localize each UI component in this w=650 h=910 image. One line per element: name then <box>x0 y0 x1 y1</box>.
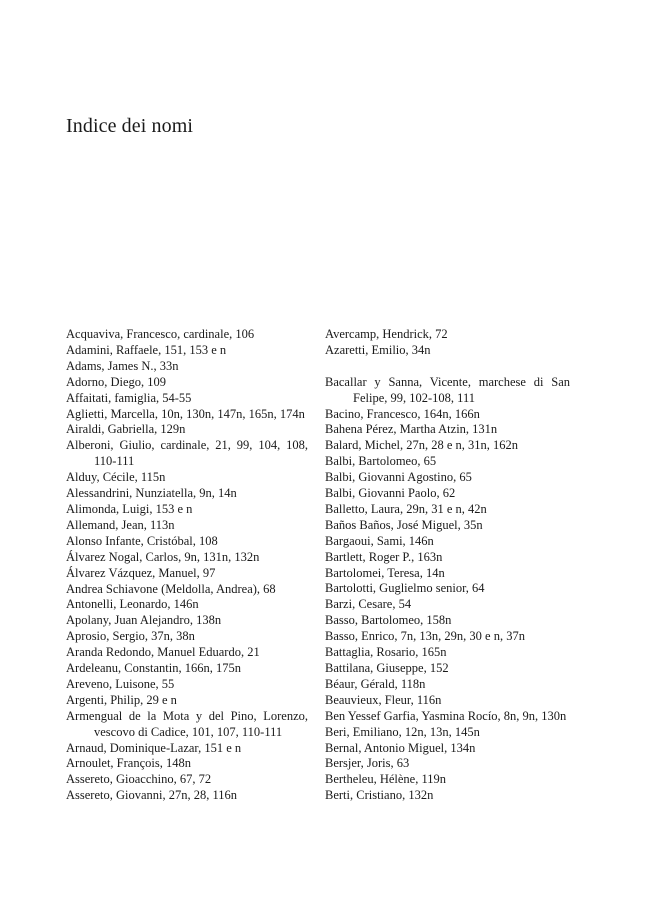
index-entry: Álvarez Vázquez, Manuel, 97 <box>66 565 216 580</box>
index-entry: Alonso Infante, Cristóbal, 108 <box>66 533 218 548</box>
index-entry: Basso, Enrico, 7n, 13n, 29n, 30 e n, 37n <box>325 629 525 644</box>
index-entry: Airaldi, Gabriella, 129n <box>66 422 186 437</box>
index-entry: Bacino, Francesco, 164n, 166n <box>325 406 480 421</box>
index-entry: Balard, Michel, 27n, 28 e n, 31n, 162n <box>325 438 519 453</box>
index-entry: Bartolomei, Teresa, 14n <box>325 565 445 580</box>
index-entry: Apolany, Juan Alejandro, 138n <box>66 613 222 628</box>
index-entry: Assereto, Giovanni, 27n, 28, 116n <box>66 788 238 803</box>
index-entry: Assereto, Gioacchino, 67, 72 <box>66 772 212 787</box>
index-entry: Baños Baños, José Miguel, 35n <box>325 517 483 532</box>
index-group-a <box>325 327 570 359</box>
index-entry: Andrea Schiavone (Meldolla, Andrea), 68 <box>66 581 276 596</box>
index-entry: Acquaviva, Francesco, cardinale, 106 <box>66 327 255 341</box>
index-entry: Balbi, Giovanni Agostino, 65 <box>325 470 472 485</box>
index-group-b <box>325 375 570 804</box>
index-entry: Alessandrini, Nunziatella, 9n, 14n <box>66 486 237 501</box>
letter-gap <box>325 359 570 375</box>
index-entry: Basso, Bartolomeo, 158n <box>325 613 452 628</box>
index-entry: Béaur, Gérald, 118n <box>325 676 426 691</box>
index-entry: Arnoulet, François, 148n <box>66 756 191 771</box>
index-entry: Aglietti, Marcella, 10n, 130n, 147n, 165n, 174n <box>66 406 305 421</box>
index-entry: Bargaoui, Sami, 146n <box>325 533 434 548</box>
index-entry: Aranda Redondo, Manuel Eduardo, 21 <box>66 645 260 660</box>
index-entry: Bernal, Antonio Miguel, 134n <box>325 740 476 755</box>
index-entry: Bacallar y Sanna, Vicente, marchese di San Felipe, 99, 102-108, 111 <box>325 374 570 405</box>
index-entry: Antonelli, Leonardo, 146n <box>66 597 199 612</box>
index-entry: Azaretti, Emilio, 34n <box>325 342 431 357</box>
index-entry: Avercamp, Hendrick, 72 <box>325 327 448 341</box>
page-title: Indice dei nomi <box>66 115 194 137</box>
index-entry: Balbi, Bartolomeo, 65 <box>325 454 437 469</box>
index-entry: Balletto, Laura, 29n, 31 e n, 42n <box>325 501 487 516</box>
index-entry: Alimonda, Luigi, 153 e n <box>66 501 193 516</box>
index-entry: Affaitati, famiglia, 54-55 <box>66 390 192 405</box>
index-entry: Battaglia, Rosario, 165n <box>325 645 447 660</box>
index-entry: Adorno, Diego, 109 <box>66 374 166 389</box>
index-entry: Alduy, Cécile, 115n <box>66 470 166 485</box>
index-entry: Álvarez Nogal, Carlos, 9n, 131n, 132n <box>66 549 260 564</box>
index-entry: Balbi, Giovanni Paolo, 62 <box>325 486 456 501</box>
index-entry: Bertheleu, Hélène, 119n <box>325 772 447 787</box>
index-column-left <box>66 327 308 804</box>
index-entry: Alberoni, Giulio, cardinale, 21, 99, 104, 108, 110-111 <box>66 438 308 469</box>
index-entry: Bartolotti, Guglielmo senior, 64 <box>325 581 485 596</box>
index-entry: Barzi, Cesare, 54 <box>325 597 412 612</box>
index-entry: Aprosio, Sergio, 37n, 38n <box>66 629 195 644</box>
index-entry: Arnaud, Dominique-Lazar, 151 e n <box>66 740 242 755</box>
index-entry: Bahena Pérez, Martha Atzin, 131n <box>325 422 498 437</box>
index-entry: Bartlett, Roger P., 163n <box>325 549 443 564</box>
index-entry: Allemand, Jean, 113n <box>66 517 175 532</box>
index-entry: Battilana, Giuseppe, 152 <box>325 661 449 676</box>
index-entry: Areveno, Luisone, 55 <box>66 676 175 691</box>
index-entry: Berti, Cristiano, 132n <box>325 788 434 803</box>
index-entry: Adamini, Raffaele, 151, 153 e n <box>66 342 227 357</box>
index-entry: Beri, Emiliano, 12n, 13n, 145n <box>325 724 480 739</box>
index-entry: Adams, James N., 33n <box>66 358 179 373</box>
index-column-right <box>325 327 570 804</box>
index-entry: Armengual de la Mota y del Pino, Lorenzo, vescovo di Cadice, 101, 107, 110-111 <box>66 708 308 739</box>
index-entry: Ben Yessef Garfia, Yasmina Rocío, 8n, 9n, 130n <box>325 708 567 723</box>
index-entry: Ardeleanu, Constantin, 166n, 175n <box>66 661 241 676</box>
index-entry: Beauvieux, Fleur, 116n <box>325 692 442 707</box>
index-entry: Argenti, Philip, 29 e n <box>66 692 177 707</box>
index-entry: Bersjer, Joris, 63 <box>325 756 410 771</box>
